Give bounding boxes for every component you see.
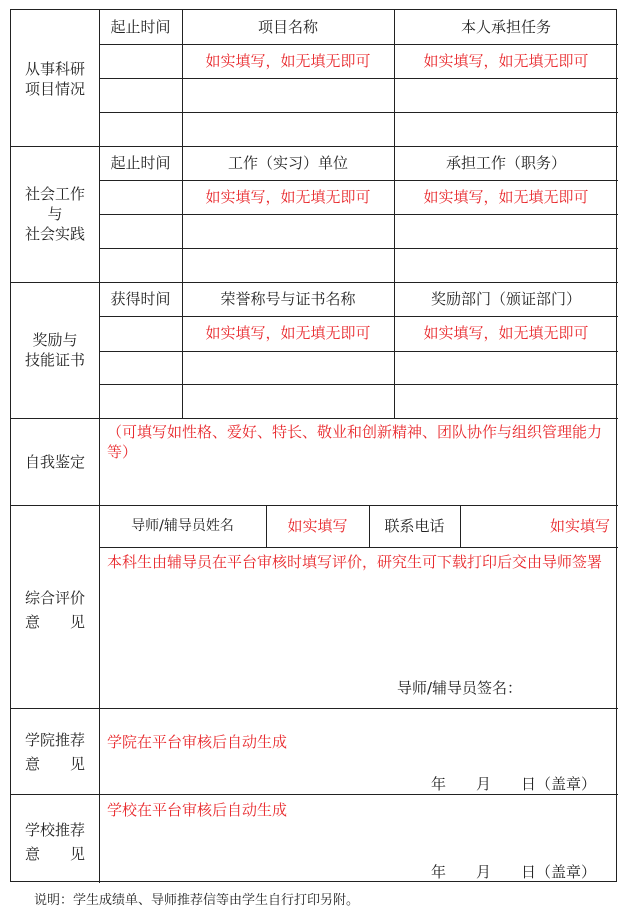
advisor-name-field[interactable]: 如实填写 bbox=[287, 517, 348, 535]
section-divider bbox=[11, 282, 618, 283]
research-task-field[interactable]: 如实填写，如无填无即可 bbox=[423, 52, 589, 70]
header-project-name: 项目名称 bbox=[257, 18, 318, 36]
row-divider bbox=[99, 214, 618, 215]
social-unit-field[interactable]: 如实填写，如无填无即可 bbox=[205, 188, 371, 206]
section-label-school: 学校推荐 意 见 bbox=[24, 821, 85, 863]
school-recommendation-field[interactable]: 学校在平台审核后自动生成 bbox=[107, 801, 288, 819]
header-own-task: 本人承担任务 bbox=[460, 18, 551, 36]
section-label-overall: 综合评价 意 见 bbox=[24, 589, 85, 631]
section-divider bbox=[11, 794, 618, 795]
column-divider bbox=[394, 10, 395, 418]
header-award-date: 获得时间 bbox=[110, 290, 171, 308]
overall-eval-field[interactable]: 本科生由辅导员在平台审核时填写评价，研究生可下载打印后交由导师签署 bbox=[107, 553, 603, 571]
header-award-name: 荣誉称号与证书名称 bbox=[220, 290, 356, 308]
section-label-social: 社会工作 与 社会实践 bbox=[24, 185, 85, 243]
research-project-field[interactable]: 如实填写，如无填无即可 bbox=[205, 52, 371, 70]
section-label-college: 学院推荐 意 见 bbox=[24, 731, 85, 773]
application-form bbox=[10, 9, 617, 882]
award-issuer-field[interactable]: 如实填写，如无填无即可 bbox=[423, 324, 589, 342]
section-divider bbox=[11, 418, 618, 419]
section-label-research: 从事科研 项目情况 bbox=[24, 60, 85, 98]
row-divider bbox=[99, 78, 618, 79]
header-period: 起止时间 bbox=[110, 154, 171, 172]
header-period: 起止时间 bbox=[110, 18, 171, 36]
college-recommendation-field[interactable]: 学院在平台审核后自动生成 bbox=[107, 733, 288, 751]
award-name-field[interactable]: 如实填写，如无填无即可 bbox=[205, 324, 371, 342]
section-divider bbox=[11, 708, 618, 709]
label-column-divider bbox=[99, 10, 100, 883]
phone-field[interactable]: 如实填写 bbox=[549, 517, 610, 535]
self-eval-field[interactable]: （可填写如性格、爱好、特长、敬业和创新精神、团队协作与组织管理能力等） bbox=[107, 423, 603, 461]
phone-label: 联系电话 bbox=[384, 517, 445, 535]
school-date-stamp: 年 月 日（盖章） bbox=[431, 863, 597, 881]
header-award-issuer: 奖励部门（颁证部门） bbox=[430, 290, 581, 308]
row-divider bbox=[99, 180, 618, 181]
section-divider bbox=[11, 505, 618, 506]
section-divider bbox=[11, 146, 618, 147]
row-divider bbox=[99, 547, 618, 548]
column-divider bbox=[182, 10, 183, 418]
section-label-awards: 奖励与 技能证书 bbox=[24, 331, 85, 369]
row-divider bbox=[99, 316, 618, 317]
advisor-signature-label: 导师/辅导员签名： bbox=[397, 679, 523, 697]
row-divider bbox=[99, 248, 618, 249]
social-position-field[interactable]: 如实填写，如无填无即可 bbox=[423, 188, 589, 206]
header-work-unit: 工作（实习）单位 bbox=[227, 154, 348, 172]
row-divider bbox=[99, 384, 618, 385]
header-position: 承担工作（职务） bbox=[445, 154, 566, 172]
college-date-stamp: 年 月 日（盖章） bbox=[431, 775, 597, 793]
section-label-self-eval: 自我鉴定 bbox=[24, 453, 85, 471]
advisor-name-label: 导师/辅导员姓名 bbox=[131, 518, 234, 534]
row-divider bbox=[99, 44, 618, 45]
row-divider bbox=[99, 112, 618, 113]
row-divider bbox=[99, 351, 618, 352]
footnote: 说明：学生成绩单、导师推荐信等由学生自行打印另附。 bbox=[34, 893, 360, 908]
